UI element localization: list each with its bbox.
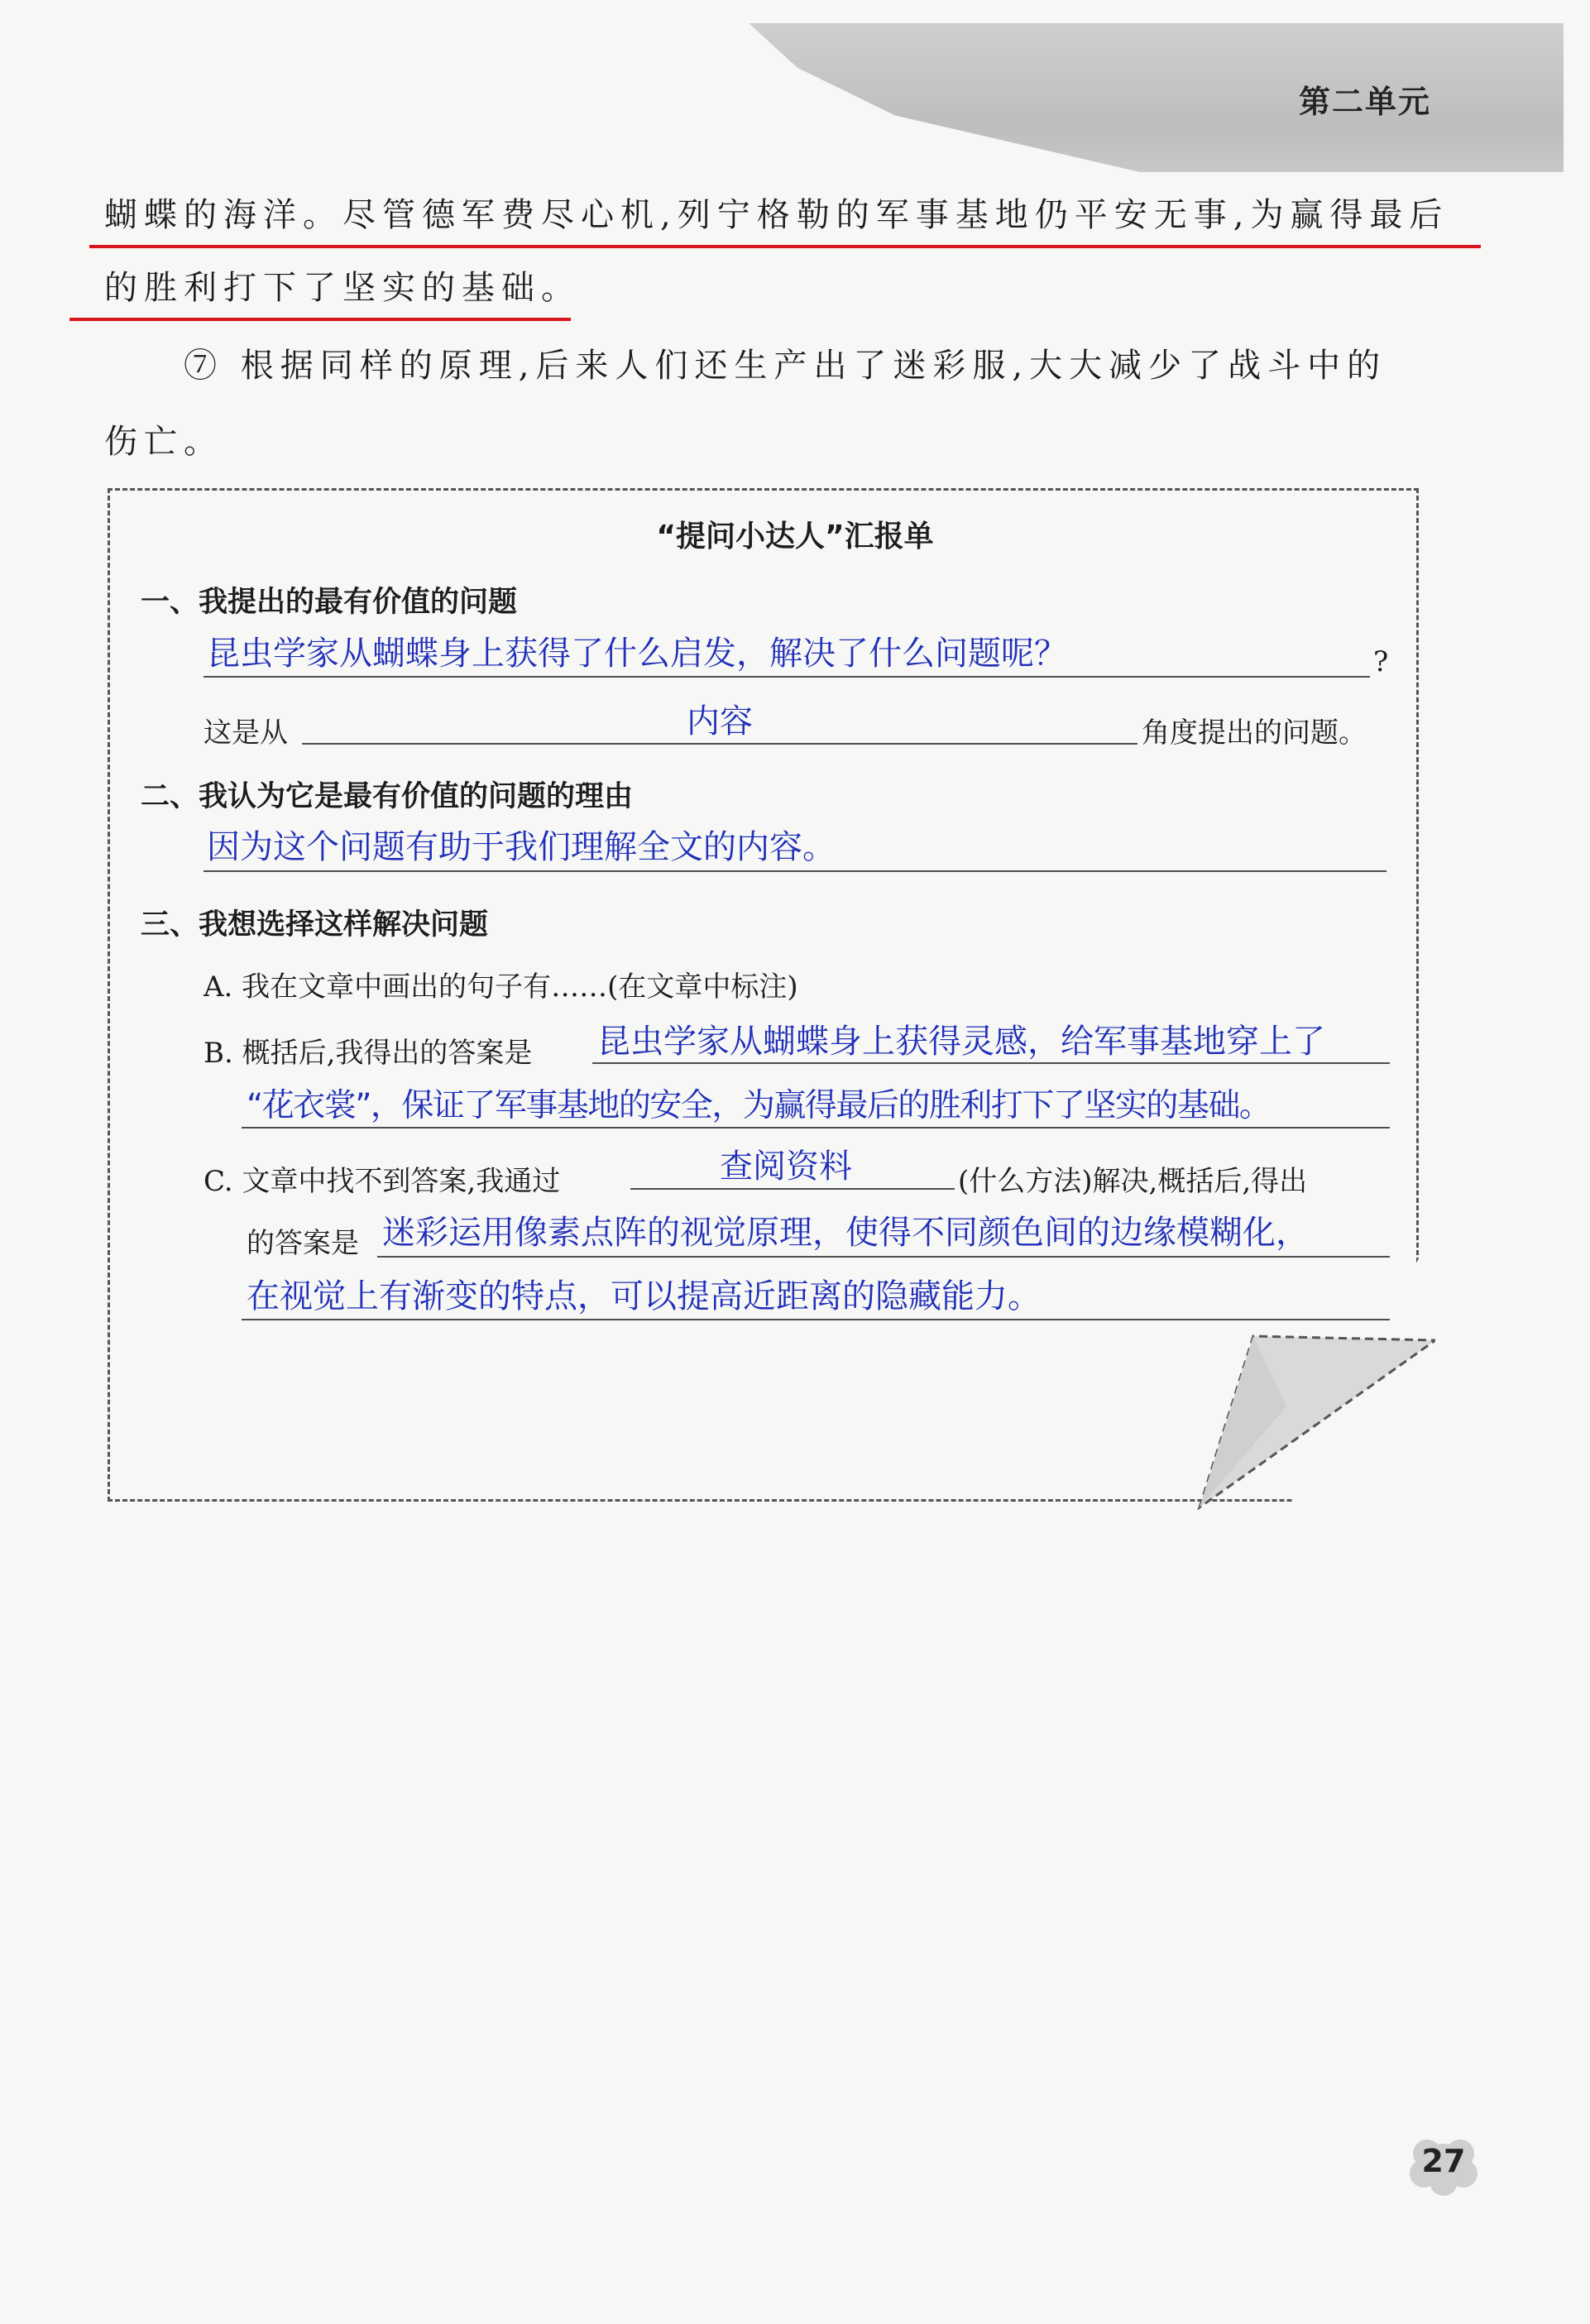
- report-title: “提问小达人”汇报单: [656, 520, 934, 553]
- red-underline-1: [89, 245, 1481, 248]
- option-c-answer-prefix: 的答案是: [247, 1227, 359, 1260]
- handwritten-angle: 内容: [687, 702, 753, 740]
- option-c-prefix: C. 文章中找不到答案,我通过: [204, 1165, 561, 1198]
- option-c-middle: (什么方法)解决,概括后,得出: [958, 1165, 1308, 1198]
- option-c-answer-line-2: [242, 1319, 1390, 1320]
- passage-line-1: 蝴蝶的海洋。尽管德军费尽心机,列宁格勒的军事基地仍平安无事,为赢得最后: [104, 196, 1449, 234]
- option-a: A. 我在文章中画出的句子有……(在文章中标注): [204, 970, 798, 1004]
- answer-line: [204, 676, 1370, 678]
- angle-prefix: 这是从: [204, 716, 288, 750]
- section-2-heading: 二、我认为它是最有价值的问题的理由: [141, 780, 634, 813]
- unit-title: 第二单元: [1299, 83, 1432, 120]
- reason-answer-line: [204, 870, 1386, 872]
- passage-line-2: 的胜利打下了坚实的基础。: [104, 269, 581, 307]
- handwritten-answer-b-line-1: 昆虫学家从蝴蝶身上获得灵感，给军事基地穿上了: [597, 1023, 1325, 1061]
- section-3-heading: 三、我想选择这样解决问题: [141, 908, 489, 942]
- header-tab: [749, 23, 1564, 172]
- handwritten-method: 查阅资料: [720, 1148, 852, 1186]
- angle-suffix: 角度提出的问题。: [1142, 716, 1367, 750]
- section-1-heading: 一、我提出的最有价值的问题: [141, 586, 518, 619]
- option-b-answer-line-1: [592, 1062, 1390, 1064]
- question-mark: ?: [1373, 645, 1389, 678]
- handwritten-reason: 因为这个问题有助于我们理解全文的内容。: [207, 828, 836, 866]
- method-answer-line: [630, 1188, 955, 1190]
- paragraph-7-line-1: ⑦ 根据同样的原理,后来人们还生产出了迷彩服,大大减少了战斗中的: [184, 347, 1387, 385]
- handwritten-answer-b-line-2: “花衣裳”，保证了军事基地的安全，为赢得最后的胜利打下了坚实的基础。: [247, 1087, 1271, 1124]
- handwritten-question: 昆虫学家从蝴蝶身上获得了什么启发，解决了什么问题呢？: [207, 635, 1067, 673]
- option-c-answer-line-1: [377, 1256, 1390, 1258]
- paragraph-7-line-2: 伤亡。: [104, 423, 223, 461]
- page-number: 27: [1421, 2143, 1466, 2179]
- handwritten-answer-c-line-1: 迷彩运用像素点阵的视觉原理，使得不同颜色间的边缘模糊化，: [382, 1214, 1309, 1252]
- handwritten-answer-c-line-2: 在视觉上有渐变的特点，可以提高近距离的隐藏能力。: [247, 1277, 1041, 1315]
- option-b-answer-line-2: [242, 1127, 1390, 1128]
- page-curl-decoration: [1195, 1332, 1435, 1510]
- option-b-prefix: B. 概括后,我得出的答案是: [204, 1037, 533, 1070]
- angle-answer-line: [302, 743, 1137, 745]
- red-underline-2: [69, 318, 571, 321]
